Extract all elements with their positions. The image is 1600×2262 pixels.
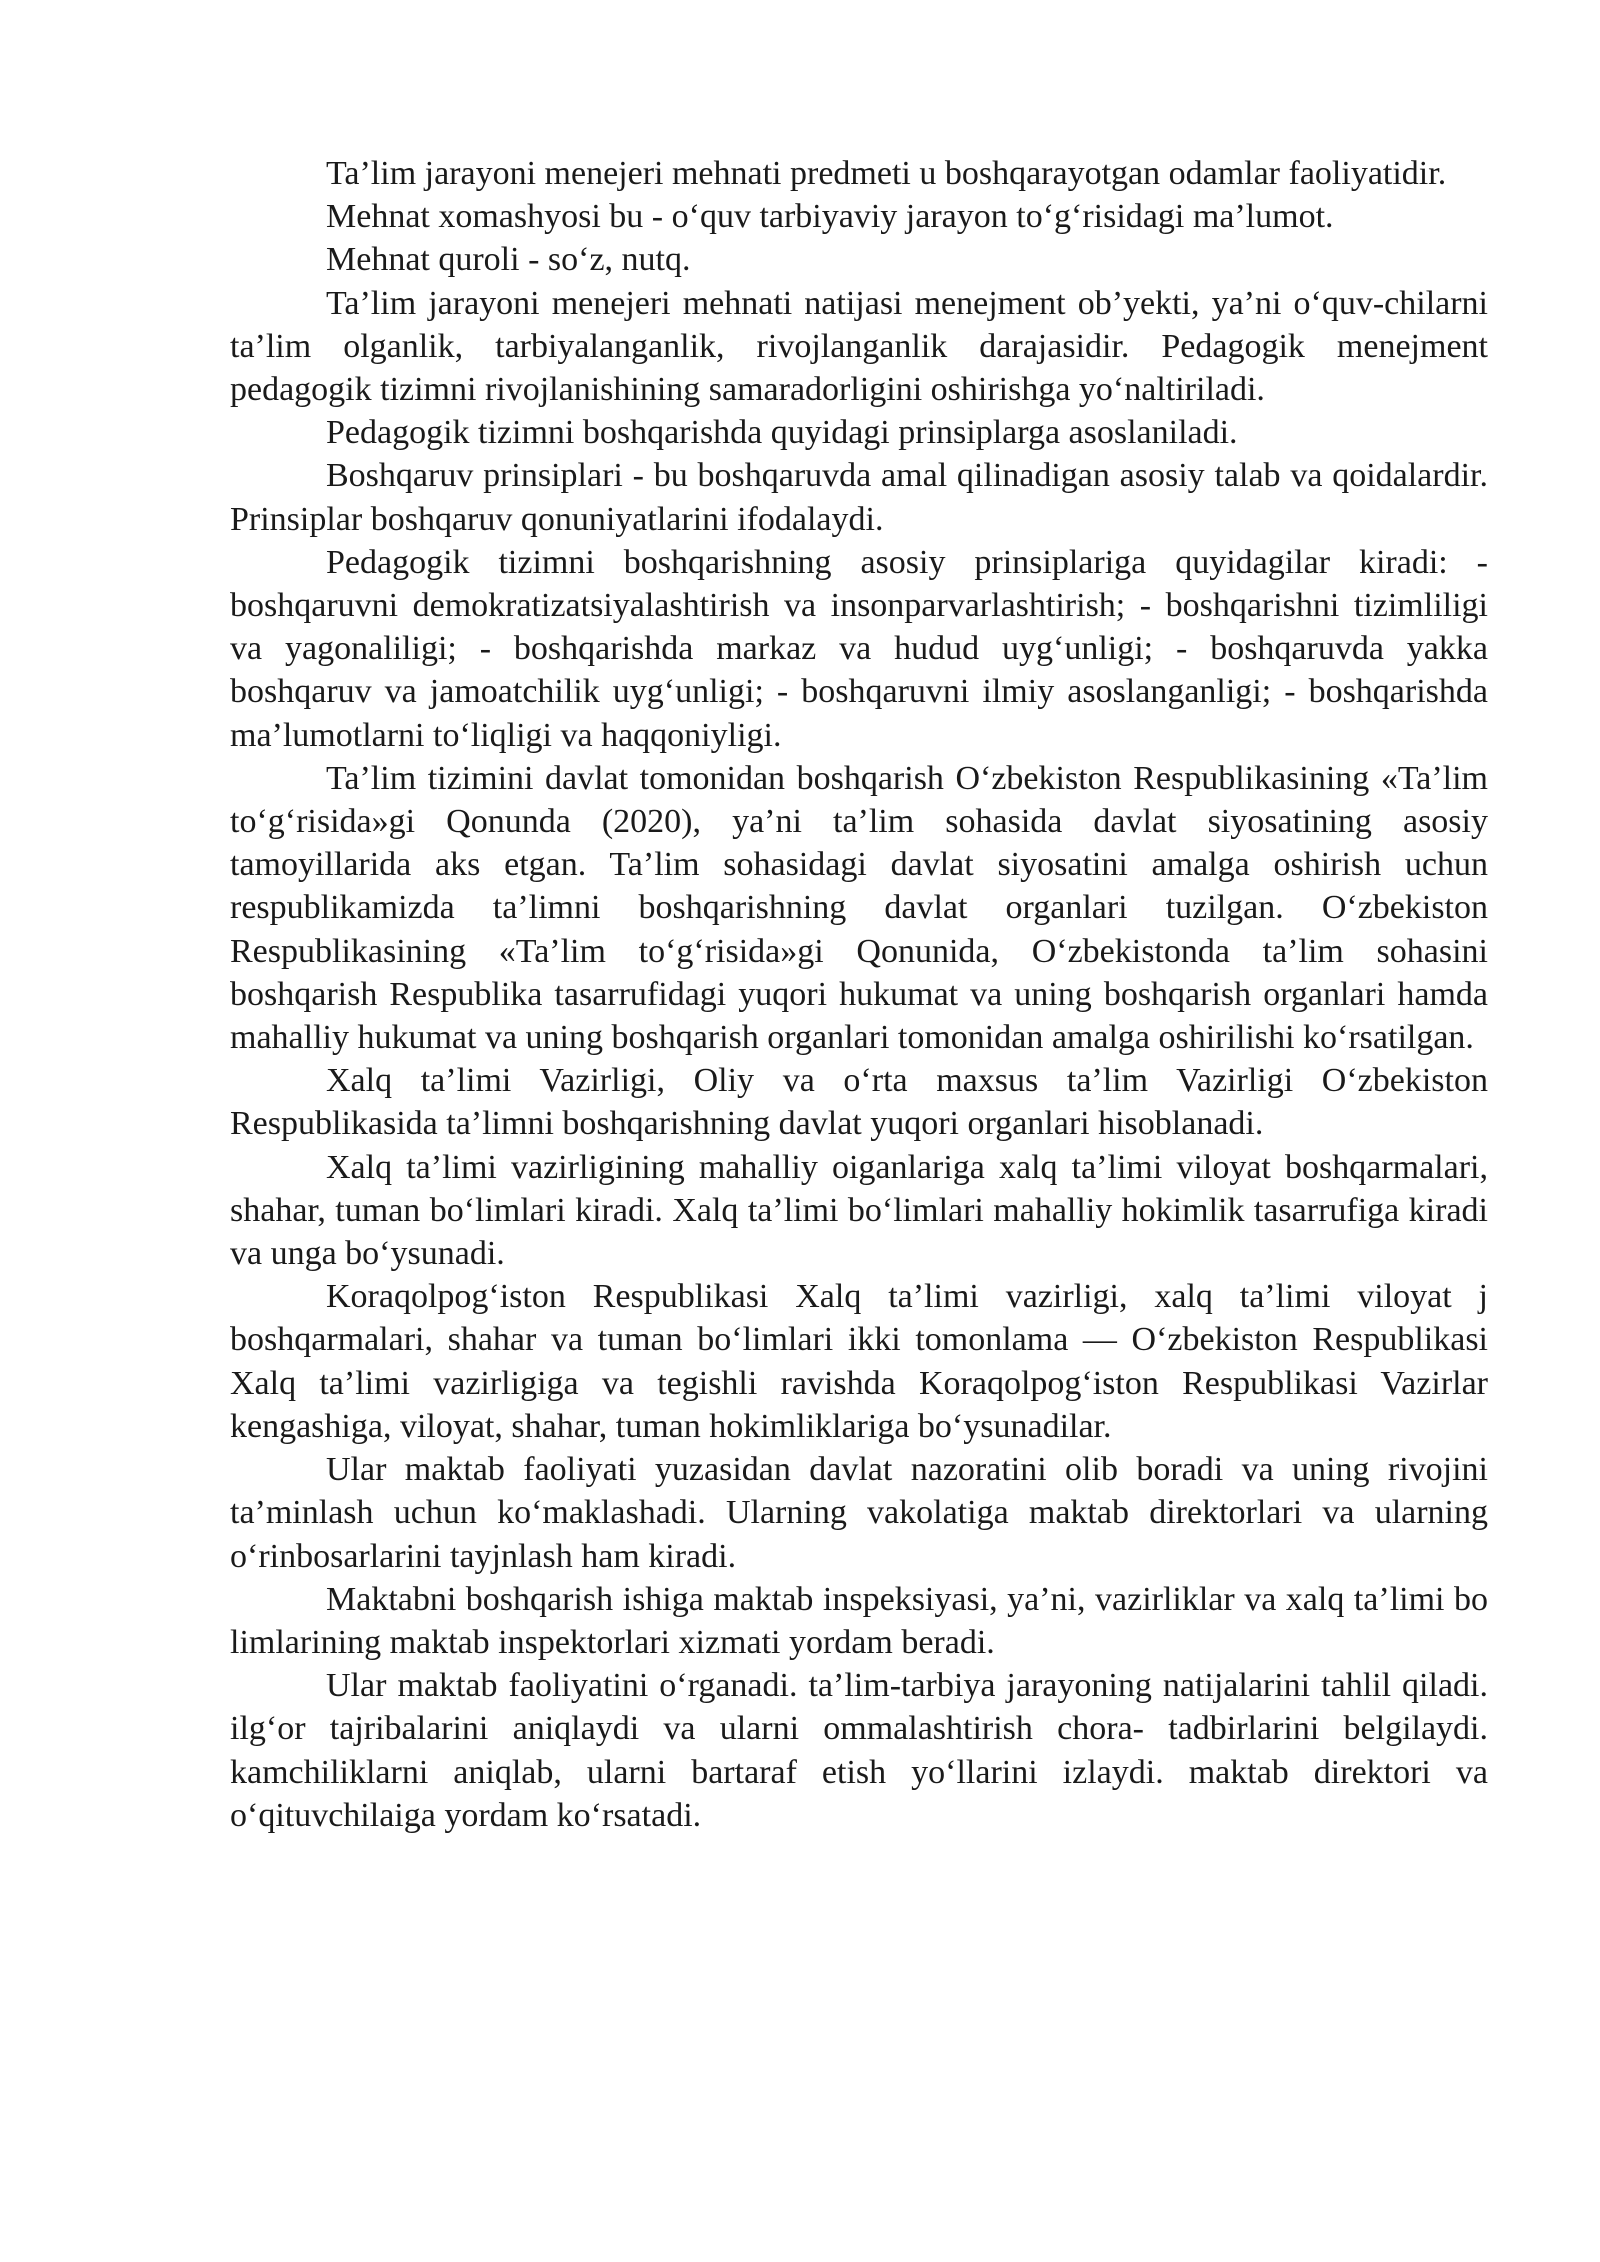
paragraph: Ular maktab faoliyati yuzasidan davlat nazoratini olib boradi va uning rivojini ta’minlash uchun ko‘maklashadi. Ularning vakolatiga maktab direktorlari va ularning o‘rinbosarlarini tayjnlash ham kiradi.: [230, 1451, 1488, 1575]
paragraph: Xalq ta’limi vazirligining mahalliy oiganlariga xalq ta’limi viloyat boshqarmalari, shahar, tuman bo‘limlari kiradi. Xalq ta’limi bo‘limlari mahalliy hokimlik tasarrufiga kiradi va unga bo‘ysunadi.: [230, 1148, 1488, 1273]
paragraph: Mehnat xomashyosi bu - o‘quv tarbiyaviy jarayon to‘g‘risidagi ma’lumot.: [326, 198, 1334, 236]
paragraph: Ta’lim jarayoni menejeri mehnati predmeti u boshqarayotgan odamlar faoliyatidir.: [326, 155, 1447, 192]
paragraph: Pedagogik tizimni boshqarishning asosiy prinsiplariga quyidagilar kiradi: - boshqaruvni demokratizatsiyalashtirish va insonparvarlashtirish; - boshqarishni tizimliligi va yagonaliligi; - boshqarishda markaz va hudud uyg‘unligi; - boshqaruvda yakka boshqaruv va jamoatchilik uyg‘unligi; - boshqaruvni ilmiy asoslanganligi; - boshqarishda ma’lumotlarni to‘liqligi va haqqoniyligi.: [230, 543, 1488, 754]
paragraph: Maktabni boshqarish ishiga maktab inspeksiyasi, ya’ni, vazirliklar va xalq ta’limi bo limlarining maktab inspektorlari xizmati yordam beradi.: [230, 1580, 1488, 1661]
paragraph: Ta’lim tizimini davlat tomonidan boshqarish O‘zbekiston Respublikasining «Ta’lim to‘g‘risida»gi Qonunda (2020), ya’ni ta’lim sohasida davlat siyosatining asosiy tamoyillarida aks etgan. Ta’lim sohasidagi davlat siyosatini amalga oshirish uchun respublikamizda ta’limni boshqarishning davlat organlari tuzilgan. O‘zbekiston Respublikasining «Ta’lim to‘g‘risida»gi Qonunida, O‘zbekistonda ta’lim sohasini boshqarish Respublika tasarrufidagi yuqori hukumat va uning boshqarish organlari hamda mahalliy hukumat va uning boshqarish organlari tomonidan amalga oshirilishi ko‘rsatilgan.: [230, 759, 1488, 1057]
paragraph: Ular maktab faoliyatini o‘rganadi. ta’lim-tarbiya jarayoning natijalarini tahlil qiladi. ilg‘or tajribalarini aniqlaydi va ularni ommalashtirish chora- tadbirlarini belgilaydi. kamchiliklarni aniqlab, ularni bartaraf etish yo‘llarini izlaydi. maktab direktori va o‘qituvchilaiga yordam ko‘rsatadi.: [230, 1667, 1488, 1834]
paragraph: Pedagogik tizimni boshqarishda quyidagi prinsiplarga asoslaniladi.: [326, 414, 1238, 452]
document-page: [230, 152, 1488, 1837]
paragraph: Mehnat quroli - so‘z, nutq.: [326, 241, 691, 279]
paragraph: Ta’lim jarayoni menejeri mehnati natijasi menejment ob’yekti, ya’ni o‘quv-chilarni ta’lim olganlik, tarbiyalanganlik, rivojlanganlik darajasidir. Pedagogik menejment pedagogik tizimni rivojlanishining samaradorligini oshirishga yo‘naltiriladi.: [230, 284, 1488, 409]
paragraph: Xalq ta’limi Vazirligi, Oliy va o‘rta maxsus ta’lim Vazirligi O‘zbekiston Respublikasida ta’limni boshqarishning davlat yuqori organlari hisoblanadi.: [230, 1062, 1488, 1143]
paragraph: Boshqaruv prinsiplari - bu boshqaruvda amal qilinadigan asosiy talab va qoidalardir. Prinsiplar boshqaruv qonuniyatlarini ifodalaydi.: [230, 457, 1488, 538]
paragraph: Koraqolpog‘iston Respublikasi Xalq ta’limi vazirligi, xalq ta’limi viloyat j boshqarmalari, shahar va tuman bo‘limlari ikki tomonlama — O‘zbekiston Respublikasi Xalq ta’limi vazirligiga va tegishli ravishda Koraqolpog‘iston Respublikasi Vazirlar kengashiga, viloyat, shahar, tuman hokimliklariga bo‘ysunadilar.: [230, 1278, 1488, 1445]
